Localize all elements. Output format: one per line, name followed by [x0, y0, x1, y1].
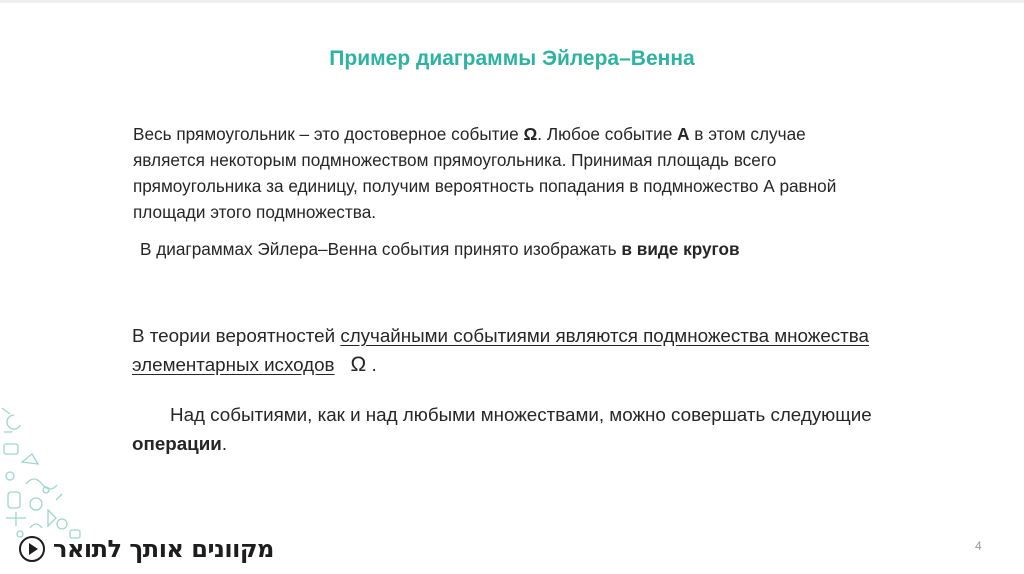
p3-text: В теории вероятностей	[132, 325, 341, 346]
omega-symbol: Ω	[523, 124, 538, 144]
play-circle-icon	[19, 536, 45, 562]
p4-text: Над событиями, как и над любыми множествами, можно совершать следующие	[170, 404, 872, 425]
p3-underlined-definition: случайными событиями являются подмножества множества элементарных исходов	[132, 325, 869, 375]
paragraph-random-events	[132, 321, 892, 379]
p4-bold-operations: операции	[132, 433, 222, 454]
omega-symbol-large: Ω	[350, 353, 367, 376]
paragraph-sample-space	[133, 121, 863, 225]
p3-period: .	[366, 354, 377, 375]
page-number: 4	[975, 539, 982, 553]
p1-text-3: в этом случае является некоторым подмножеством прямоугольника. Принимая площадь всего прямоугольника за единицу, получим вероятность попадания в подмножество А равной площади этого подмножества.	[133, 124, 837, 222]
p4-period: .	[221, 433, 228, 454]
event-a-bold: А	[677, 124, 690, 144]
paragraph-circles	[140, 236, 900, 262]
p2-bold: в виде кругов	[621, 239, 740, 259]
logo-text: מקוונים אותך לתואר	[53, 535, 274, 563]
p1-text-1: Весь прямоугольник – это достоверное событие	[133, 124, 524, 144]
top-border	[0, 0, 1024, 3]
paragraph-operations	[132, 400, 892, 458]
p2-text: В диаграммах Эйлера–Венна события принято изображать	[140, 239, 622, 259]
slide-title: Пример диаграммы Эйлера–Венна	[329, 47, 695, 70]
doodle-pattern-icon	[0, 392, 92, 542]
p1-text-2: . Любое событие	[537, 124, 678, 144]
brand-logo	[19, 533, 274, 565]
